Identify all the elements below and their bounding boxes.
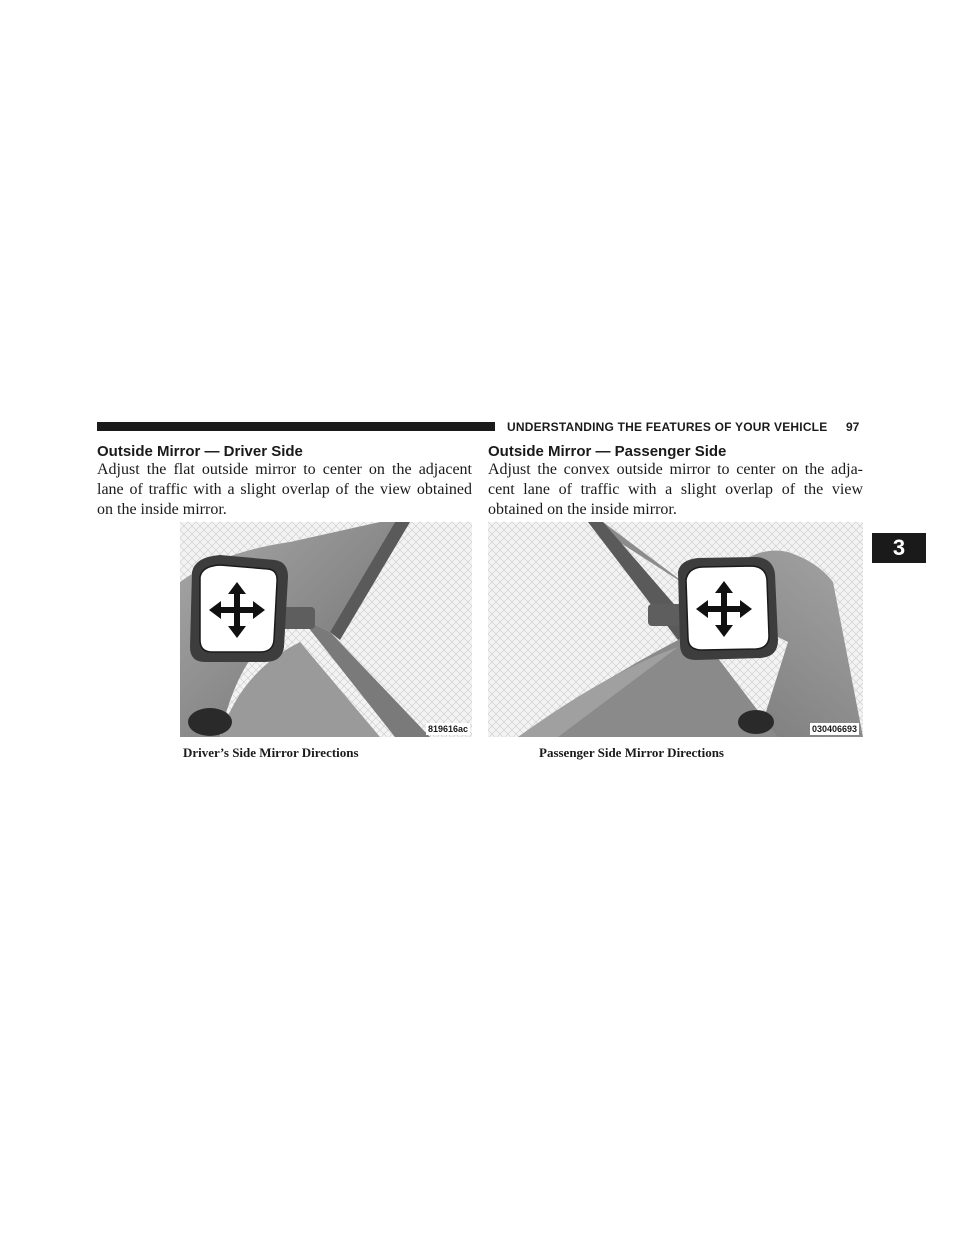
- header-rule: [97, 422, 495, 431]
- running-header: UNDERSTANDING THE FEATURES OF YOUR VEHICLE: [507, 420, 828, 434]
- section-text-passenger-side: Adjust the convex outside mirror to center on the adja-cent lane of traffic with a slight overlap of the view obtained on the inside mirror.: [488, 461, 863, 518]
- figure-caption-driver: Driver’s Side Mirror Directions: [183, 745, 359, 760]
- figure-id-driver: 819616ac: [427, 724, 468, 734]
- page-number: 97: [846, 420, 860, 434]
- driver-mirror-figure: [180, 522, 472, 737]
- figure-caption-passenger: Passenger Side Mirror Directions: [539, 745, 724, 760]
- driver-mirror-illustration: [180, 522, 472, 737]
- section-heading-passenger-side: Outside Mirror — Passenger Side: [488, 443, 727, 460]
- passenger-mirror-figure: [488, 522, 863, 737]
- passenger-mirror-illustration: [488, 522, 863, 737]
- section-heading-driver-side: Outside Mirror — Driver Side: [97, 443, 303, 460]
- chapter-tab: 3: [872, 533, 926, 563]
- figure-id-passenger: 030406693: [811, 724, 857, 734]
- section-text-driver-side: Adjust the flat outside mirror to center on the adjacent lane of traffic with a slight overlap of the view obtained on the inside mirror.: [97, 461, 472, 518]
